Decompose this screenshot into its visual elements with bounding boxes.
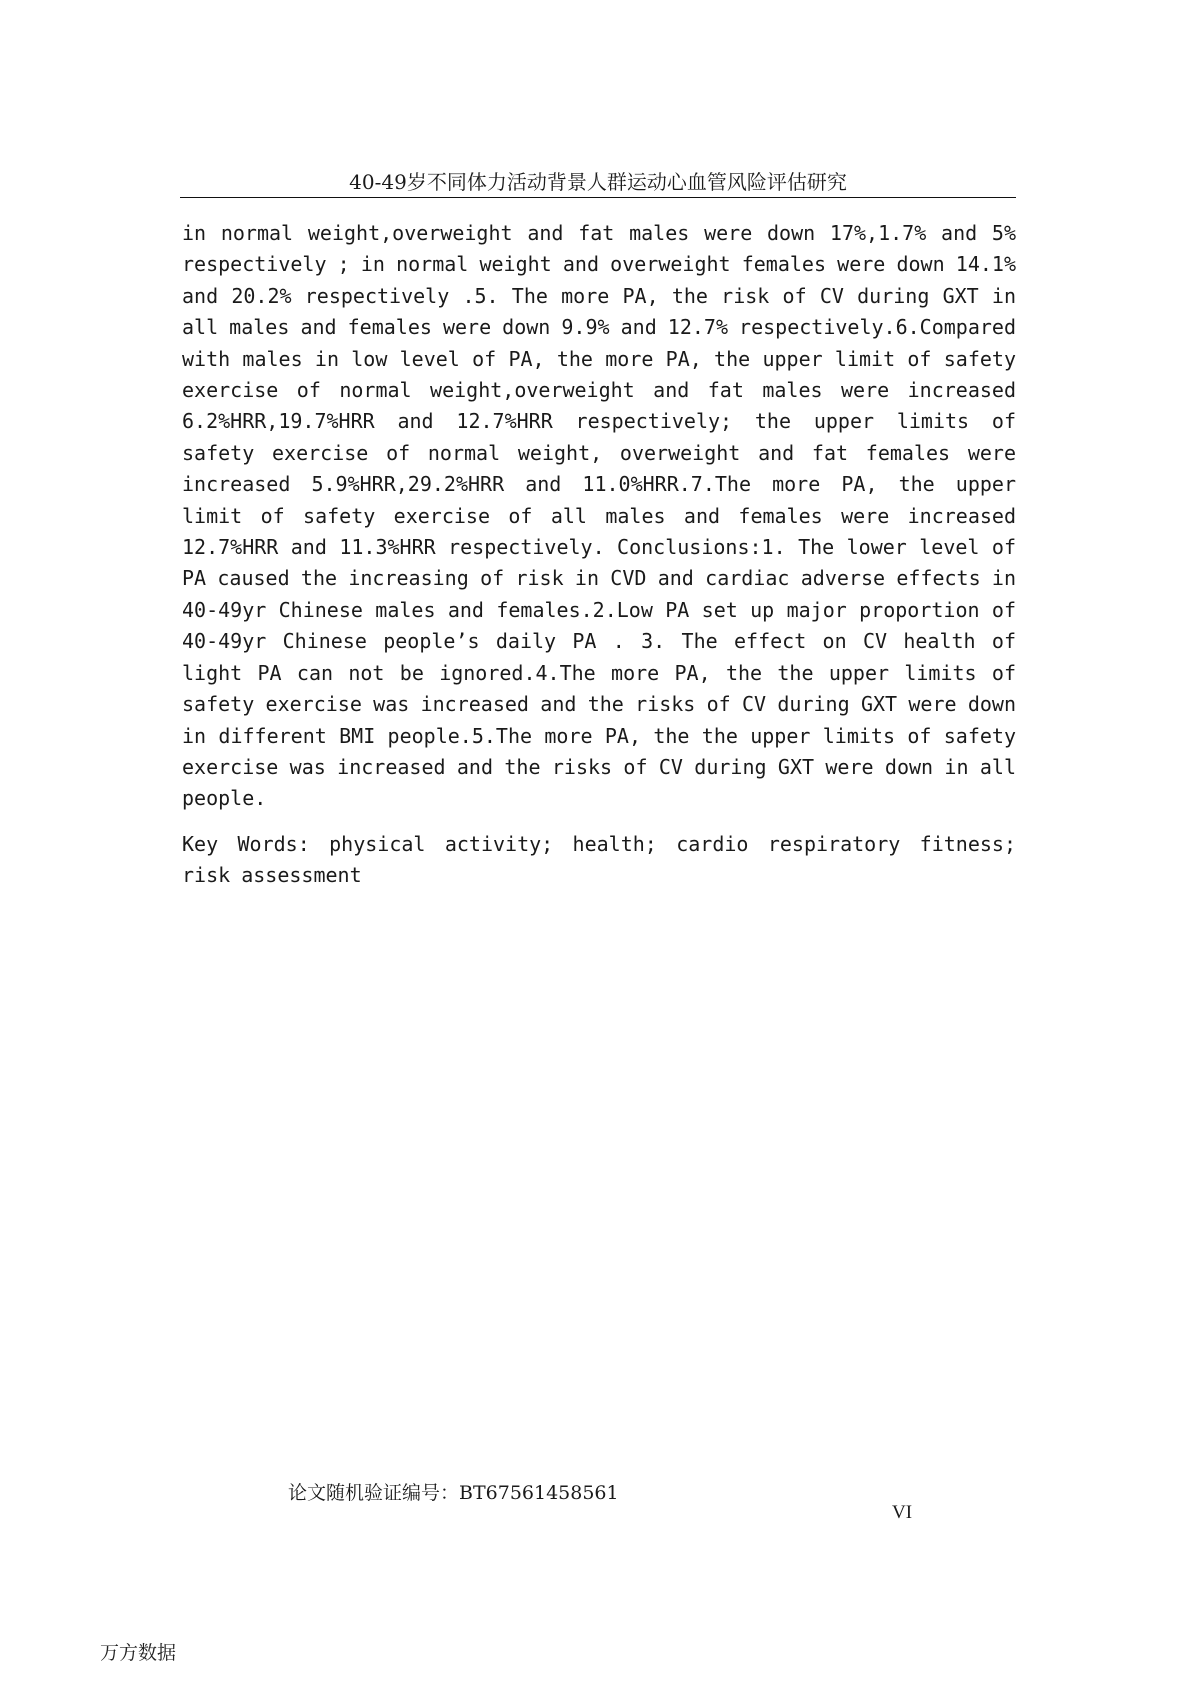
source-watermark: 万方数据	[100, 1642, 177, 1664]
running-header-title: 40-49岁不同体力活动背景人群运动心血管风险评估研究	[349, 170, 847, 194]
header-divider	[180, 197, 1016, 198]
verification-number: 论文随机验证编号：BT67561458561	[288, 1482, 619, 1504]
abstract-body-text: in normal weight,overweight and fat males were down 17%,1.7% and 5% respectively ; in normal weight and overweight females were down 14.1% and 20.2% respectively .5. The more PA, the risk of CV during GXT in all males and females were down 9.9% and 12.7% respectively.6.Compared with males in low level of PA, the more PA, the upper limit of safety exercise of normal weight,overweight and fat males were increased 6.2%HRR,19.7%HRR and 12.7%HRR respectively; the upper limits of safety exercise of normal weight, overweight and fat females were increased 5.9%HRR,29.2%HRR and 11.0%HRR.7.The more PA, the upper limit of safety exercise of all males and females were increased 12.7%HRR and 11.3%HRR respectively. Conclusions:1. The lower level of PA caused the increasing of risk in CVD and cardiac adverse effects in 40-49yr Chinese males and females.2.Low PA set up major proportion of 40-49yr Chinese people’s daily PA . 3. The effect on CV health of light PA can not be ignored.4.The more PA, the the upper limits of safety exercise was increased and the risks of CV during GXT were down in different BMI people.5.The more PA, the the upper limits of safety exercise was increased and the risks of CV during GXT were down in all people.	[182, 221, 1016, 811]
keywords-line: Key Words: physical activity; health; cardio respiratory fitness; risk assessment	[182, 832, 1016, 888]
page-number: VI	[892, 1502, 913, 1523]
